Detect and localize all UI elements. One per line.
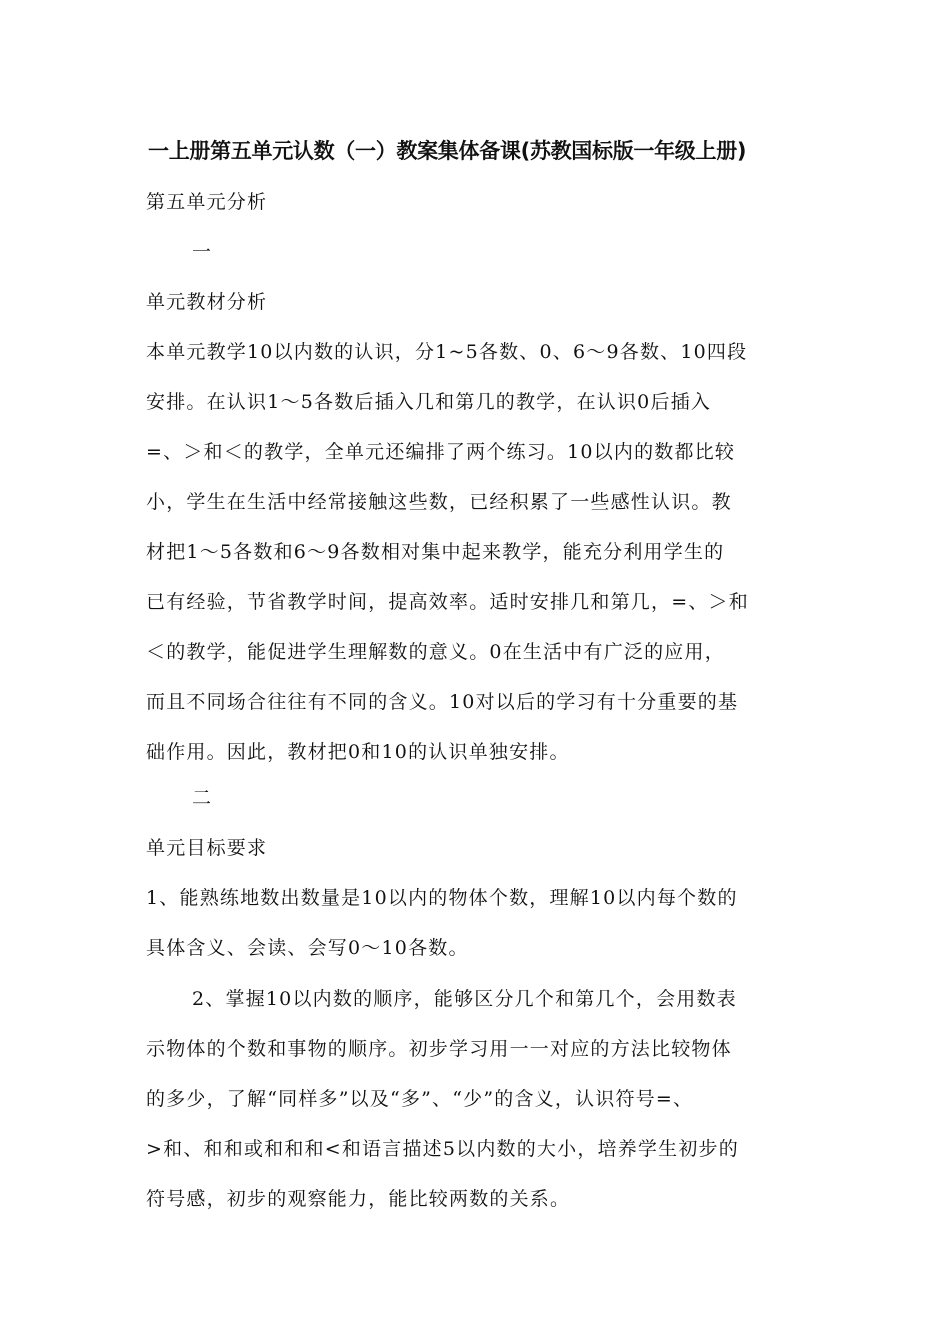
goal-line: 示物体的个数和事物的顺序。初步学习用一一对应的方法比较物体 bbox=[146, 1038, 732, 1060]
goal-item-1 bbox=[146, 873, 810, 973]
goal-line: 的多少，了解“同样多”以及“多”、“少”的含义，认识符号=、 bbox=[146, 1088, 694, 1110]
unit-heading: 第五单元分析 bbox=[146, 191, 268, 213]
paragraph-line: ＜的教学，能促进学生理解数的意义。0在生活中有广泛的应用， bbox=[146, 641, 725, 663]
unit-heading-block bbox=[146, 177, 810, 327]
paragraph-line: 小，学生在生活中经常接触这些数，已经积累了一些感性认识。教 bbox=[146, 491, 732, 513]
section1-number: 一 bbox=[192, 241, 213, 263]
paragraph-line: 而且不同场合往往有不同的含义。10对以后的学习有十分重要的基 bbox=[146, 691, 739, 713]
section2-number: 二 bbox=[192, 787, 213, 809]
document-title: 一上册第五单元认数（一）教案集体备课(苏教国标版一年级上册) bbox=[148, 139, 747, 163]
goal-line: >和、和和或和和和<和语言描述5以内数的大小，培养学生初步的 bbox=[146, 1138, 739, 1160]
paragraph-line: 已有经验，节省教学时间，提高效率。适时安排几和第几，=、＞和 bbox=[146, 591, 749, 613]
goal-line: 2、掌握10以内数的顺序，能够区分几个和第几个，会用数表 bbox=[192, 988, 737, 1010]
goal-line: 符号感，初步的观察能力，能比较两数的关系。 bbox=[146, 1188, 571, 1210]
paragraph-line: =、＞和＜的教学，全单元还编排了两个练习。10以内的数都比较 bbox=[146, 441, 736, 463]
section1-paragraph bbox=[146, 327, 810, 777]
section2-title: 单元目标要求 bbox=[146, 837, 268, 859]
goal-item-2 bbox=[146, 974, 810, 1224]
goal-line: 具体含义、会读、会写0～10各数。 bbox=[146, 937, 469, 959]
paragraph-line: 本单元教学10以内数的认识，分1~5各数、0、6～9各数、10四段 bbox=[146, 341, 748, 363]
paragraph-line: 础作用。因此，教材把0和10的认识单独安排。 bbox=[146, 741, 570, 763]
section2-heading-block bbox=[146, 773, 810, 873]
paragraph-line: 安排。在认识1～5各数后插入几和第几的教学，在认识0后插入 bbox=[146, 391, 712, 413]
section1-title: 单元教材分析 bbox=[146, 291, 268, 313]
paragraph-line: 材把1～5各数和6～9各数相对集中起来教学，能充分利用学生的 bbox=[146, 541, 725, 563]
goal-line: 1、能熟练地数出数量是10以内的物体个数，理解10以内每个数的 bbox=[146, 887, 738, 909]
